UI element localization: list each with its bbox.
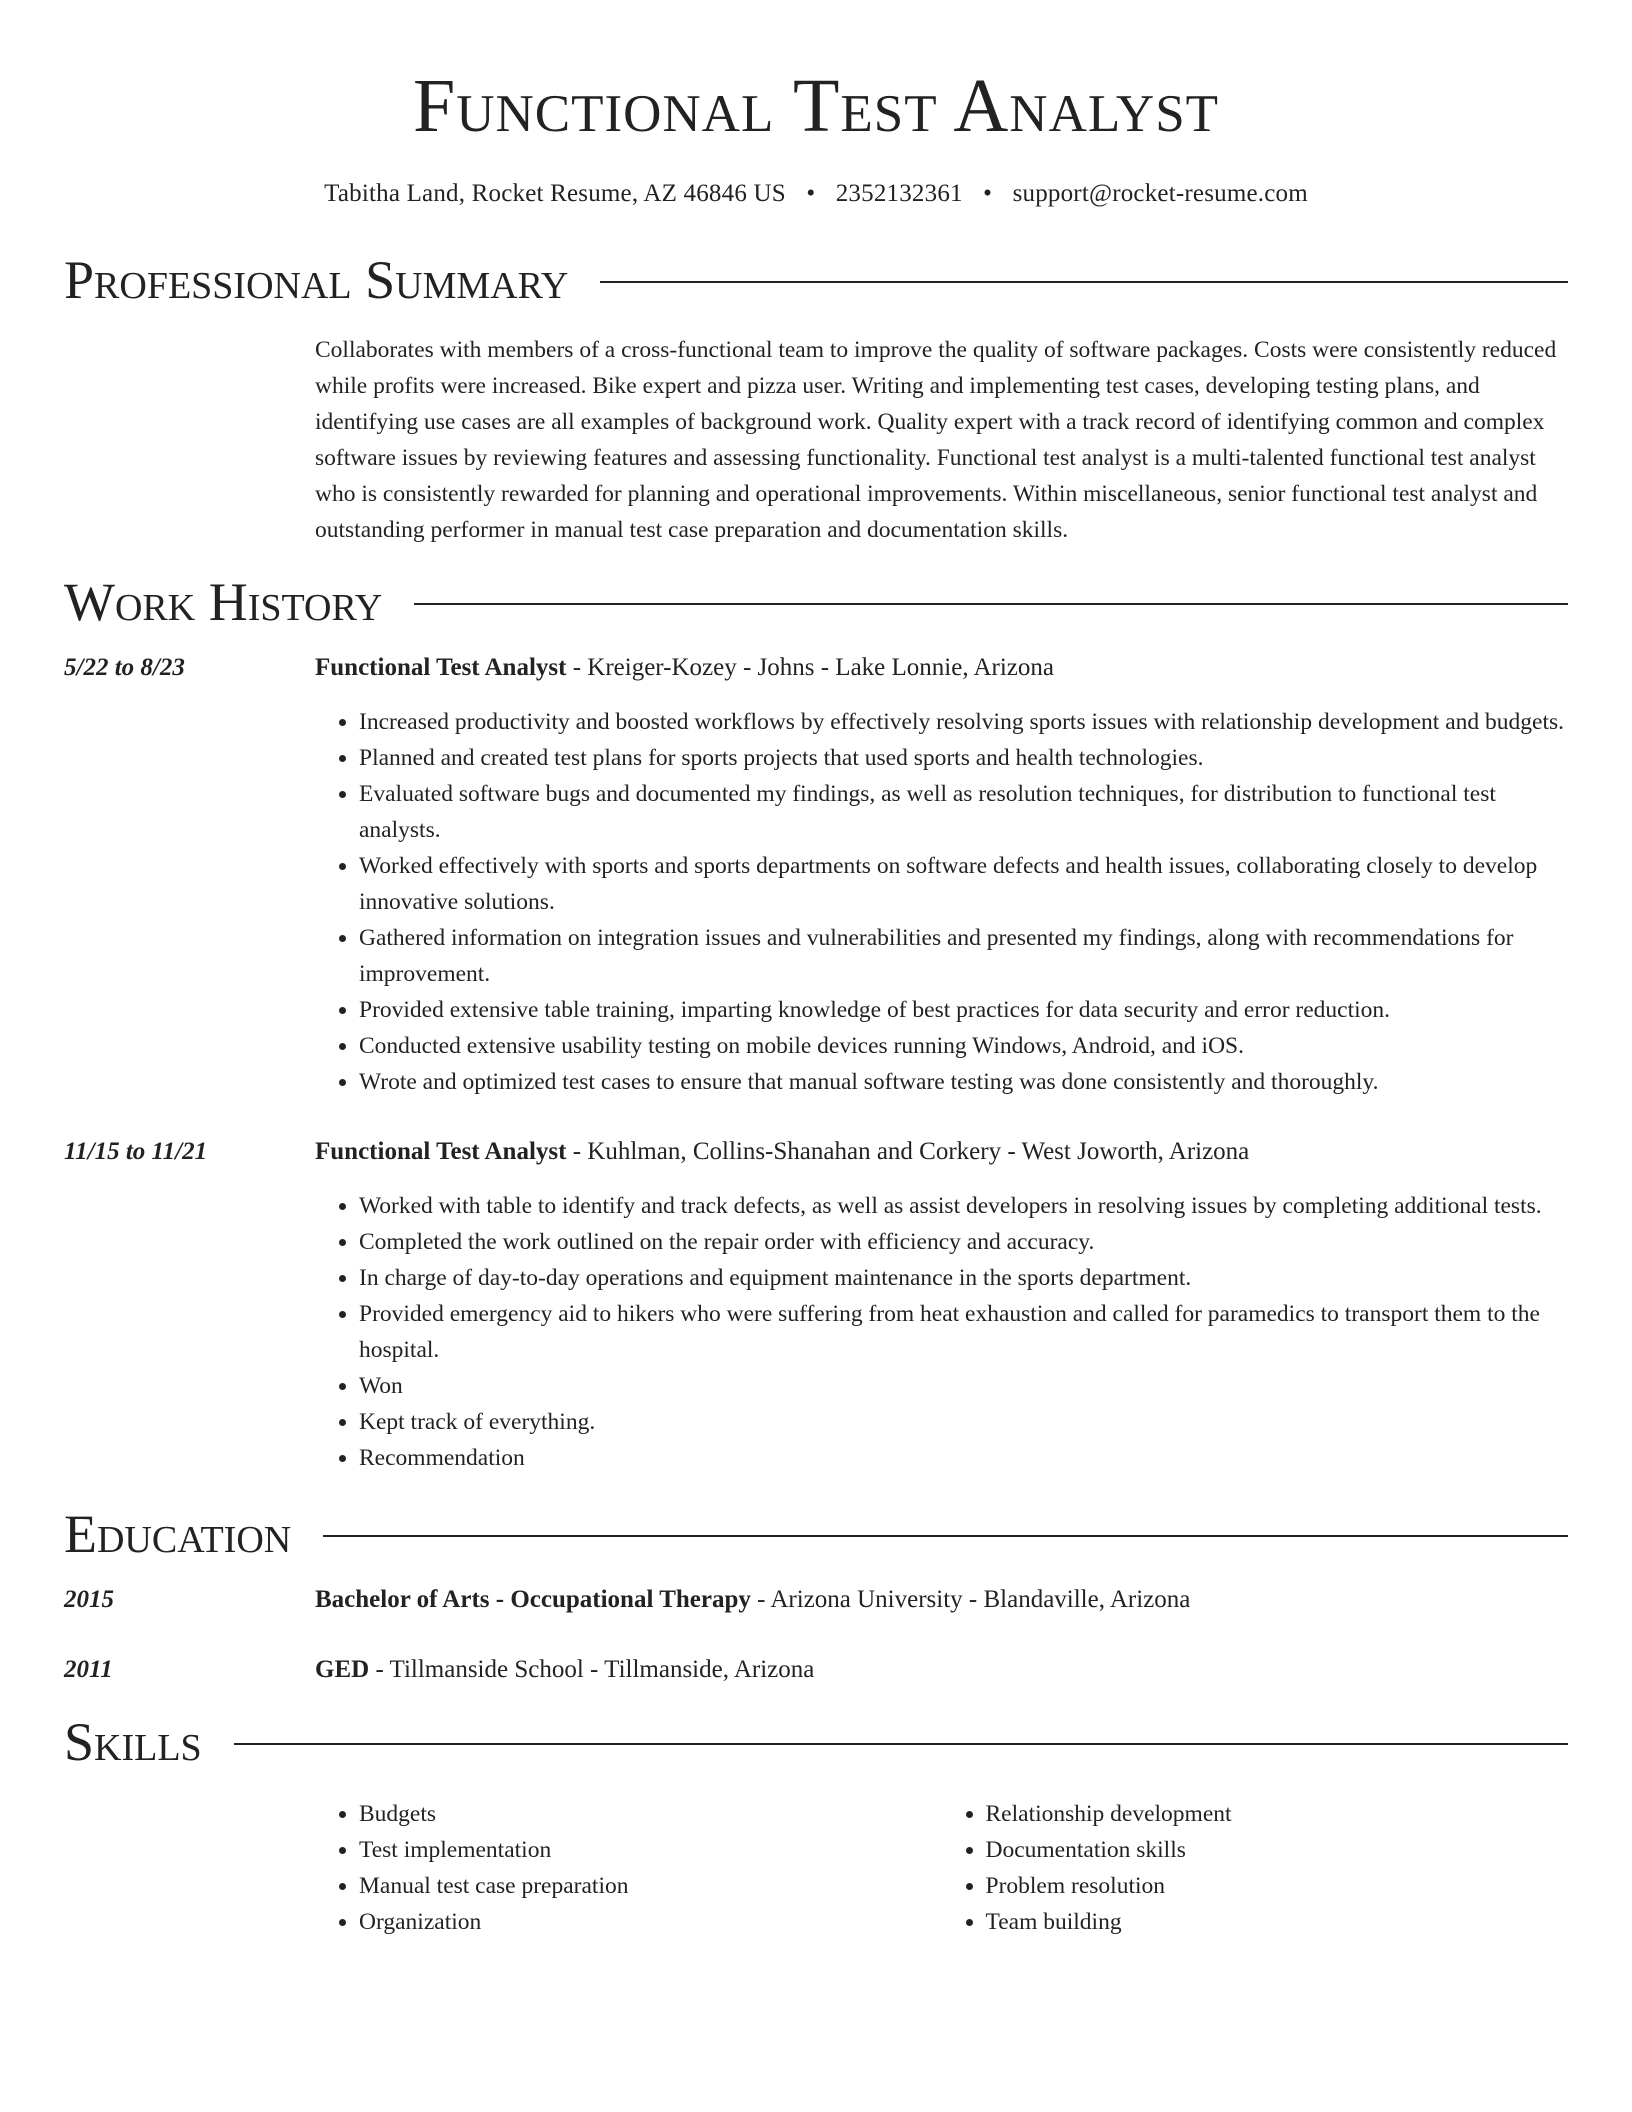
list-item: • Recommendation bbox=[359, 1440, 1568, 1476]
skill-item: • Problem resolution bbox=[986, 1868, 1569, 1904]
contact-line bbox=[64, 178, 1568, 210]
skills-section-header bbox=[64, 1710, 1568, 1774]
skills-column-right bbox=[942, 1796, 1569, 1940]
summary-section-header bbox=[64, 248, 1568, 312]
list-item: • Evaluated software bugs and documented my findings, as well as resolution techniques, for distribution to functional test analysts. bbox=[359, 776, 1568, 848]
section-divider bbox=[323, 1535, 1568, 1537]
education-entry-degree: Bachelor of Arts - Occupational Therapy bbox=[315, 1586, 751, 1613]
work-entry-dates: 5/22 to 8/23 bbox=[64, 654, 185, 681]
work-entry-body bbox=[315, 1134, 1568, 1476]
education-entry-school: - Tillmanside School - Tillmanside, Arizona bbox=[369, 1656, 815, 1683]
list-item: • Wrote and optimized test cases to ensure that manual software testing was done consistently and thoroughly. bbox=[359, 1064, 1568, 1100]
work-entry-dates: 11/15 to 11/21 bbox=[64, 1138, 208, 1165]
work-entry bbox=[64, 650, 1568, 1100]
contact-phone: 2352132361 bbox=[835, 180, 963, 207]
education-entry bbox=[64, 1582, 1568, 1618]
work-entry-body bbox=[315, 650, 1568, 1100]
list-item: • Provided emergency aid to hikers who were suffering from heat exhaustion and called for paramedics to transport them to the hospital. bbox=[359, 1296, 1568, 1368]
skill-item: • Test implementation bbox=[359, 1832, 942, 1868]
skill-item: • Manual test case preparation bbox=[359, 1868, 942, 1904]
work-entry-heading bbox=[315, 1134, 1568, 1170]
list-item: • Won bbox=[359, 1368, 1568, 1404]
education-entry-heading bbox=[315, 1652, 1568, 1688]
skills-column-left bbox=[315, 1796, 942, 1940]
contact-separator: • bbox=[806, 180, 816, 207]
skill-item: • Team building bbox=[986, 1904, 1569, 1940]
section-divider bbox=[600, 281, 1568, 283]
list-item: • Planned and created test plans for sports projects that used sports and health technologies. bbox=[359, 740, 1568, 776]
summary-text: Collaborates with members of a cross-functional team to improve the quality of software packages. Costs were consistently reduced while profits were increased. Bike expert and pizza user. Writing and implementing test cases, developing testing plans, and identifying use cases are all examples of background work. Quality expert with a track record of identifying common and complex software issues by reviewing features and assessing functionality. Functional test analyst is a multi-talented functional test analyst who is consistently rewarded for planning and operational improvements. Within miscellaneous, senior functional test analyst and outstanding performer in manual test case preparation and documentation skills. bbox=[315, 337, 1557, 543]
section-divider bbox=[414, 603, 1568, 605]
education-entry-degree: GED bbox=[315, 1656, 370, 1683]
skill-item: • Organization bbox=[359, 1904, 942, 1940]
education-entry-school: - Arizona University - Blandaville, Arizona bbox=[750, 1586, 1191, 1613]
education-section-title: Education bbox=[64, 1504, 292, 1564]
education-entry bbox=[64, 1652, 1568, 1688]
education-entry-year: 2011 bbox=[64, 1656, 113, 1683]
list-item: • Increased productivity and boosted workflows by effectively resolving sports issues with relationship development and budgets. bbox=[359, 704, 1568, 740]
list-item: • Kept track of everything. bbox=[359, 1404, 1568, 1440]
list-item: • Worked with table to identify and track defects, as well as assist developers in resolving issues by completing additional tests. bbox=[359, 1188, 1568, 1224]
education-entry-heading bbox=[315, 1582, 1568, 1618]
contact-address: Tabitha Land, Rocket Resume, AZ 46846 US bbox=[324, 180, 786, 207]
skills-section-title: Skills bbox=[64, 1712, 202, 1772]
summary-section-title: Professional Summary bbox=[64, 250, 569, 310]
resume-title: Functional Test Analyst bbox=[412, 64, 1220, 148]
work-entry-bullets bbox=[315, 704, 1568, 1100]
skill-item: • Relationship development bbox=[986, 1796, 1569, 1832]
contact-email: support@rocket-resume.com bbox=[1012, 180, 1308, 207]
list-item: • Completed the work outlined on the repair order with efficiency and accuracy. bbox=[359, 1224, 1568, 1260]
section-divider bbox=[234, 1743, 1568, 1745]
list-item: • In charge of day-to-day operations and equipment maintenance in the sports department. bbox=[359, 1260, 1568, 1296]
work-entry-role: Functional Test Analyst bbox=[315, 1138, 567, 1165]
work-entry-heading bbox=[315, 650, 1568, 686]
skill-item: • Budgets bbox=[359, 1796, 942, 1832]
work-section-title: Work History bbox=[64, 572, 383, 632]
list-item: • Worked effectively with sports and sports departments on software defects and health issues, collaborating closely to develop innovative solutions. bbox=[359, 848, 1568, 920]
work-section-header bbox=[64, 570, 1568, 634]
skills-list bbox=[315, 1796, 1568, 1940]
education-entry-year: 2015 bbox=[64, 1586, 114, 1613]
work-entry-bullets bbox=[315, 1188, 1568, 1476]
work-entry-company: - Kreiger-Kozey - Johns - Lake Lonnie, Arizona bbox=[566, 654, 1054, 681]
work-entry-role: Functional Test Analyst bbox=[315, 654, 567, 681]
list-item: • Conducted extensive usability testing on mobile devices running Windows, Android, and iOS. bbox=[359, 1028, 1568, 1064]
list-item: • Gathered information on integration issues and vulnerabilities and presented my findings, along with recommendations for improvement. bbox=[359, 920, 1568, 992]
contact-separator: • bbox=[983, 180, 993, 207]
work-entry bbox=[64, 1134, 1568, 1476]
education-section-header bbox=[64, 1502, 1568, 1566]
work-entry-company: - Kuhlman, Collins-Shanahan and Corkery - West Joworth, Arizona bbox=[566, 1138, 1250, 1165]
skill-item: • Documentation skills bbox=[986, 1832, 1569, 1868]
list-item: • Provided extensive table training, imparting knowledge of best practices for data security and error reduction. bbox=[359, 992, 1568, 1028]
